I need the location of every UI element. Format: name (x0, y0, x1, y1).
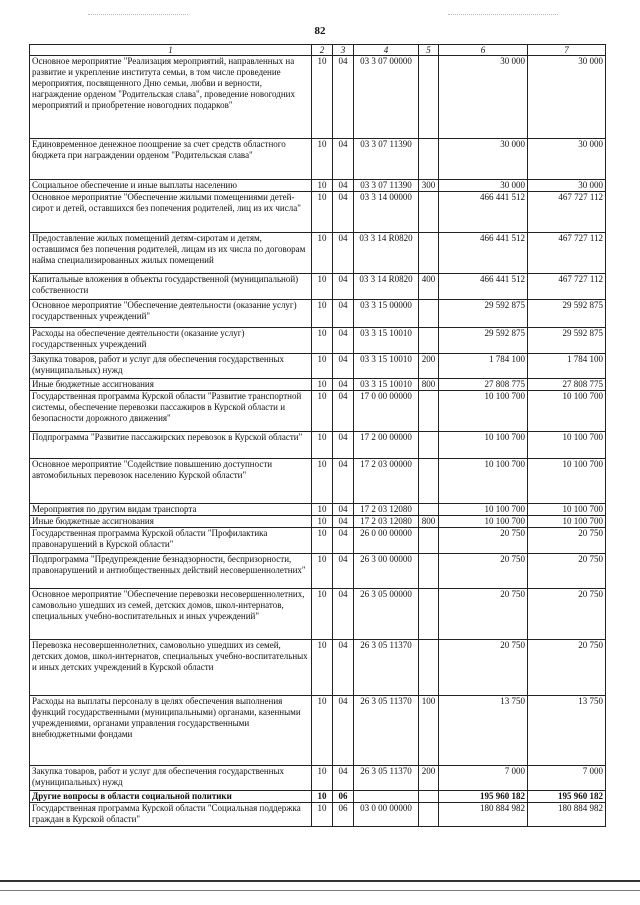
amount-year-1: 20 750 (439, 640, 528, 696)
amount-year-2: 10 100 700 (528, 459, 606, 504)
budget-table (29, 44, 606, 827)
subsection-code: 04 (333, 554, 354, 589)
subsection-code: 04 (333, 139, 354, 180)
expense-type-code: 100 (419, 696, 439, 766)
amount-year-1: 10 100 700 (439, 516, 528, 528)
amount-year-1: 466 441 512 (439, 233, 528, 274)
row-description: Мероприятия по другим видам транспорта (30, 504, 312, 516)
row-description: Основное мероприятие "Реализация мероприятий, направленных на развитие и укрепление института семьи, в том числе проведение мероприятия, посвященного Дню семьи, любви и верности, награждение орденом "Родительская слава", проведение новогодних мероприятий и приобретение новогодних подарков" (30, 56, 312, 139)
target-article-code: 26 3 05 00000 (354, 589, 419, 640)
amount-year-1: 30 000 (439, 56, 528, 139)
amount-year-1: 10 100 700 (439, 391, 528, 432)
target-article-code: 03 3 14 R0820 (354, 274, 419, 300)
subsection-code: 04 (333, 766, 354, 791)
table-row (30, 274, 606, 300)
expense-type-code: 300 (419, 180, 439, 192)
amount-year-2: 20 750 (528, 528, 606, 554)
subsection-code: 04 (333, 696, 354, 766)
amount-year-2: 10 100 700 (528, 504, 606, 516)
subsection-code: 04 (333, 391, 354, 432)
expense-type-code: 800 (419, 379, 439, 391)
column-number: 4 (354, 45, 419, 56)
subsection-code: 04 (333, 516, 354, 528)
section-code: 10 (312, 180, 333, 192)
subsection-code: 04 (333, 274, 354, 300)
table-row (30, 432, 606, 459)
target-article-code: 03 3 07 11390 (354, 139, 419, 180)
page-number: 82 (314, 25, 326, 37)
expense-type-code (419, 504, 439, 516)
table-row (30, 640, 606, 696)
table-row (30, 696, 606, 766)
subsection-code: 04 (333, 504, 354, 516)
subsection-code: 04 (333, 589, 354, 640)
table-row (30, 791, 606, 803)
expense-type-code (419, 803, 439, 827)
amount-year-1: 10 100 700 (439, 504, 528, 516)
row-description: Государственная программа Курской области "Профилактика правонарушений в Курской области" (30, 528, 312, 554)
subsection-code: 06 (333, 803, 354, 827)
amount-year-1: 466 441 512 (439, 192, 528, 233)
row-description: Основное мероприятие "Обеспечение жилыми помещениями детей-сирот и детей, оставшихся без попечения родителей, лиц из их числа" (30, 192, 312, 233)
column-number: 1 (30, 45, 312, 56)
subsection-code: 06 (333, 791, 354, 803)
subsection-code: 04 (333, 528, 354, 554)
section-code: 10 (312, 459, 333, 504)
amount-year-2: 180 884 982 (528, 803, 606, 827)
row-description: Единовременное денежное поощрение за счет средств областного бюджета при награждении орденом "Родительская слава" (30, 139, 312, 180)
target-article-code: 03 3 15 00000 (354, 300, 419, 328)
subsection-code: 04 (333, 56, 354, 139)
row-description: Подпрограмма "Предупреждение безнадзорности, беспризорности, правонарушений и антиобщественных действий несовершеннолетних" (30, 554, 312, 589)
scan-artifact (448, 14, 558, 16)
target-article-code: 03 3 15 10010 (354, 328, 419, 354)
target-article-code (354, 791, 419, 803)
expense-type-code (419, 554, 439, 589)
amount-year-2: 13 750 (528, 696, 606, 766)
target-article-code: 26 3 05 11370 (354, 766, 419, 791)
expense-type-code (419, 640, 439, 696)
section-code: 10 (312, 640, 333, 696)
scan-edge-line (0, 880, 640, 882)
section-code: 10 (312, 589, 333, 640)
section-code: 10 (312, 391, 333, 432)
table-row (30, 554, 606, 589)
section-code: 10 (312, 528, 333, 554)
amount-year-1: 30 000 (439, 139, 528, 180)
target-article-code: 03 3 07 00000 (354, 56, 419, 139)
row-description: Государственная программа Курской области "Социальная поддержка граждан в Курской области" (30, 803, 312, 827)
table-row (30, 391, 606, 432)
target-article-code: 26 3 00 00000 (354, 554, 419, 589)
amount-year-2: 467 727 112 (528, 233, 606, 274)
amount-year-1: 30 000 (439, 180, 528, 192)
subsection-code: 04 (333, 328, 354, 354)
amount-year-1: 466 441 512 (439, 274, 528, 300)
row-description: Закупка товаров, работ и услуг для обеспечения государственных (муниципальных) нужд (30, 766, 312, 791)
amount-year-2: 195 960 182 (528, 791, 606, 803)
table-row (30, 589, 606, 640)
section-code: 10 (312, 504, 333, 516)
amount-year-2: 1 784 100 (528, 354, 606, 379)
expense-type-code (419, 589, 439, 640)
target-article-code: 26 3 05 11370 (354, 640, 419, 696)
amount-year-1: 180 884 982 (439, 803, 528, 827)
row-description: Основное мероприятие "Содействие повышению доступности автомобильных перевозок населению Курской области" (30, 459, 312, 504)
table-row (30, 56, 606, 139)
subsection-code: 04 (333, 379, 354, 391)
column-number: 6 (439, 45, 528, 56)
target-article-code: 03 3 15 10010 (354, 354, 419, 379)
amount-year-1: 13 750 (439, 696, 528, 766)
amount-year-2: 29 592 875 (528, 300, 606, 328)
amount-year-1: 10 100 700 (439, 432, 528, 459)
scan-edge-line (0, 890, 640, 891)
expense-type-code (419, 192, 439, 233)
table-row (30, 192, 606, 233)
section-code: 10 (312, 274, 333, 300)
amount-year-1: 1 784 100 (439, 354, 528, 379)
amount-year-2: 20 750 (528, 589, 606, 640)
section-code: 10 (312, 139, 333, 180)
table-row (30, 459, 606, 504)
subsection-code: 04 (333, 354, 354, 379)
expense-type-code: 200 (419, 354, 439, 379)
section-code: 10 (312, 233, 333, 274)
subsection-code: 04 (333, 180, 354, 192)
table-row (30, 354, 606, 379)
expense-type-code (419, 139, 439, 180)
amount-year-2: 30 000 (528, 139, 606, 180)
expense-type-code (419, 233, 439, 274)
target-article-code: 03 3 15 10010 (354, 379, 419, 391)
section-code: 10 (312, 432, 333, 459)
target-article-code: 03 3 07 11390 (354, 180, 419, 192)
subsection-code: 04 (333, 459, 354, 504)
target-article-code: 26 0 00 00000 (354, 528, 419, 554)
expense-type-code (419, 56, 439, 139)
section-code: 10 (312, 766, 333, 791)
row-description: Подпрограмма "Развитие пассажирских перевозок в Курской области" (30, 432, 312, 459)
expense-type-code (419, 300, 439, 328)
amount-year-2: 30 000 (528, 56, 606, 139)
table-row (30, 504, 606, 516)
target-article-code: 26 3 05 11370 (354, 696, 419, 766)
column-number: 7 (528, 45, 606, 56)
row-description: Капитальные вложения в объекты государственной (муниципальной) собственности (30, 274, 312, 300)
table-row (30, 180, 606, 192)
subsection-code: 04 (333, 300, 354, 328)
row-description: Перевозка несовершеннолетних, самовольно ушедших из семей, детских домов, школ-интернатов, специальных учебно-воспитательных и иных детских учреждений в Курской области (30, 640, 312, 696)
section-code: 10 (312, 379, 333, 391)
table-row (30, 766, 606, 791)
subsection-code: 04 (333, 192, 354, 233)
amount-year-1: 195 960 182 (439, 791, 528, 803)
amount-year-1: 27 808 775 (439, 379, 528, 391)
section-code: 10 (312, 192, 333, 233)
column-number-row (30, 45, 606, 56)
amount-year-2: 27 808 775 (528, 379, 606, 391)
amount-year-1: 7 000 (439, 766, 528, 791)
target-article-code: 17 0 00 00000 (354, 391, 419, 432)
amount-year-2: 7 000 (528, 766, 606, 791)
table-row (30, 528, 606, 554)
section-code: 10 (312, 328, 333, 354)
amount-year-1: 20 750 (439, 528, 528, 554)
target-article-code: 17 2 03 12080 (354, 504, 419, 516)
expense-type-code (419, 459, 439, 504)
target-article-code: 03 3 14 R0820 (354, 233, 419, 274)
amount-year-2: 10 100 700 (528, 391, 606, 432)
row-description: Основное мероприятие "Обеспечение перевозки несовершеннолетних, самовольно ушедших из семей, детских домов, школ-интернатов, специальных учебно-воспитательных и иных учреждений" (30, 589, 312, 640)
table-row (30, 379, 606, 391)
target-article-code: 03 0 00 00000 (354, 803, 419, 827)
section-code: 10 (312, 354, 333, 379)
section-code: 10 (312, 696, 333, 766)
row-description: Предоставление жилых помещений детям-сиротам и детям, оставшимся без попечения родителей, лицам из их числа по договорам найма специализированных жилых помещений (30, 233, 312, 274)
expense-type-code: 200 (419, 766, 439, 791)
table-row (30, 139, 606, 180)
expense-type-code (419, 432, 439, 459)
amount-year-2: 29 592 875 (528, 328, 606, 354)
amount-year-1: 10 100 700 (439, 459, 528, 504)
row-description: Государственная программа Курской области "Развитие транспортной системы, обеспечение перевозки пассажиров в Курской области и безопасности дорожного движения" (30, 391, 312, 432)
expense-type-code (419, 791, 439, 803)
expense-type-code (419, 528, 439, 554)
table-row (30, 300, 606, 328)
column-number: 2 (312, 45, 333, 56)
subsection-code: 04 (333, 432, 354, 459)
expense-type-code (419, 328, 439, 354)
amount-year-2: 10 100 700 (528, 432, 606, 459)
section-code: 10 (312, 554, 333, 589)
target-article-code: 17 2 03 12080 (354, 516, 419, 528)
column-number: 5 (419, 45, 439, 56)
section-code: 10 (312, 300, 333, 328)
table-row (30, 803, 606, 827)
amount-year-2: 20 750 (528, 554, 606, 589)
row-description: Иные бюджетные ассигнования (30, 379, 312, 391)
subsection-code: 04 (333, 640, 354, 696)
target-article-code: 03 3 14 00000 (354, 192, 419, 233)
amount-year-2: 20 750 (528, 640, 606, 696)
scan-artifact (88, 14, 188, 16)
amount-year-2: 467 727 112 (528, 274, 606, 300)
section-code: 10 (312, 56, 333, 139)
row-description: Основное мероприятие "Обеспечение деятельности (оказание услуг) государственных учреждений" (30, 300, 312, 328)
amount-year-1: 20 750 (439, 589, 528, 640)
expense-type-code: 800 (419, 516, 439, 528)
row-description: Расходы на обеспечение деятельности (оказание услуг) государственных учреждений (30, 328, 312, 354)
expense-type-code: 400 (419, 274, 439, 300)
row-description: Закупка товаров, работ и услуг для обеспечения государственных (муниципальных) нужд (30, 354, 312, 379)
amount-year-1: 29 592 875 (439, 300, 528, 328)
amount-year-2: 30 000 (528, 180, 606, 192)
table-row (30, 516, 606, 528)
expense-type-code (419, 391, 439, 432)
amount-year-1: 29 592 875 (439, 328, 528, 354)
row-description: Расходы на выплаты персоналу в целях обеспечения выполнения функций государственными (муниципальными) органами, казенными учреждениями, органами управления государственными внебюджетными фондами (30, 696, 312, 766)
subsection-code: 04 (333, 233, 354, 274)
table-row (30, 233, 606, 274)
table-row (30, 328, 606, 354)
row-description: Социальное обеспечение и иные выплаты населению (30, 180, 312, 192)
amount-year-2: 10 100 700 (528, 516, 606, 528)
amount-year-1: 20 750 (439, 554, 528, 589)
row-description: Другие вопросы в области социальной политики (30, 791, 312, 803)
section-code: 10 (312, 803, 333, 827)
row-description: Иные бюджетные ассигнования (30, 516, 312, 528)
target-article-code: 17 2 00 00000 (354, 432, 419, 459)
column-number: 3 (333, 45, 354, 56)
section-code: 10 (312, 516, 333, 528)
target-article-code: 17 2 03 00000 (354, 459, 419, 504)
amount-year-2: 467 727 112 (528, 192, 606, 233)
section-code: 10 (312, 791, 333, 803)
